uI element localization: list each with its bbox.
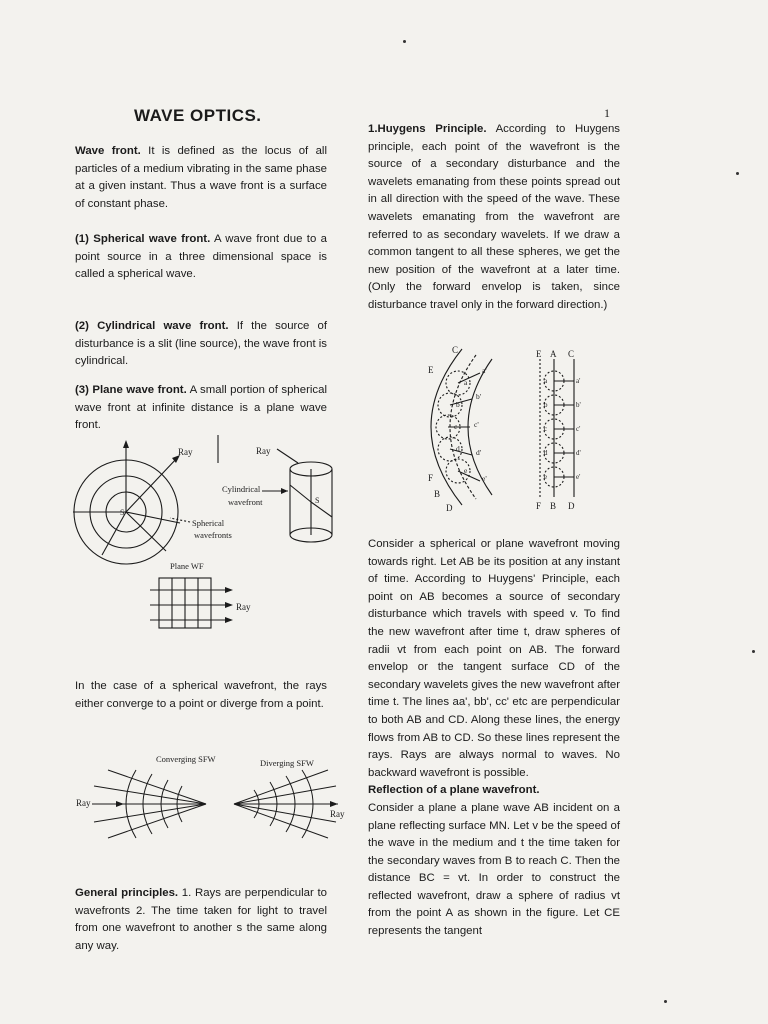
label-B: B (434, 489, 441, 499)
diverging-ray (234, 804, 336, 822)
label-e: e (464, 466, 468, 475)
label-plane-wf: Plane WF (170, 561, 204, 571)
ray-line (458, 471, 480, 481)
ray-arrow (290, 485, 311, 502)
term-wave-front: Wave front. (75, 145, 141, 157)
para-general (75, 885, 327, 955)
term-reflection: Reflection of a plane wavefront. (368, 784, 540, 797)
converging-ray (94, 786, 206, 804)
label-a-prime: a' (482, 366, 487, 375)
label-right-c-prime: c' (576, 425, 581, 433)
ray-arrow (126, 512, 180, 523)
label-right-b: b (544, 401, 548, 409)
label-ray-left: Ray (178, 447, 193, 457)
converging-ray (94, 804, 206, 822)
arrowhead (225, 617, 233, 623)
diverging-ray (234, 786, 336, 804)
label-right-B: B (550, 501, 557, 511)
para-huygens (368, 121, 620, 315)
label-E: E (428, 365, 434, 375)
label-right-E: E (536, 349, 542, 359)
label-right-C: C (568, 349, 575, 359)
figure-huygens (418, 345, 608, 515)
scan-speck (403, 40, 406, 43)
converging-ray (108, 804, 206, 838)
para-plane (75, 382, 327, 435)
label-D: D (446, 503, 453, 513)
para-converge (75, 678, 327, 713)
label-right-a-prime: a' (576, 377, 581, 385)
text-consider: Consider a spherical or plane wavefront moving towards right. Let AB be its position at any instant of time. According to Huygens' Principle, each point on AB becomes a source of secondary disturbance which travels with speed v. To find the new wavefront after time t, draw spheres of radii vt from each point on AB. The forward envelop or the tangent surface CD of the secondary wavelets gives the new wavefront after time t. The lines aa', bb', cc' etc are perpendicular to both AB and CD. Along these lines, the energy flows from AB to CD. So these lines represent the rays. Rays are always normal to waves. No backward wavefront is possible. (368, 538, 620, 779)
term-general: General principles. (75, 887, 179, 899)
arrowhead (225, 602, 233, 608)
text-spherical: A wave front due to a point source in a three dimensional space is called a spherical wave. (75, 233, 327, 281)
text-reflection: Consider a plane a plane wave AB incident on a plane reflecting surface MN. Let v be the speed of the wave in the medium and t the time taken for the secondary waves from B to reach C. Then the distance BC = vt. In order to construct the reflected wavefront, draw a sphere of radius vt from the point A as shown in the figure. Let CE represents the tangent (368, 801, 620, 938)
diverging-ray (234, 804, 328, 838)
label-d-prime: d' (476, 448, 482, 457)
text-converge: In the case of a spherical wavefront, the rays either converge to a point or diverge from a point. (75, 680, 327, 710)
label-b: b (456, 400, 460, 409)
label-right-d: d (544, 449, 548, 457)
label-spherical-1: Spherical (192, 518, 225, 528)
arrowhead (281, 488, 288, 494)
label-C: C (452, 345, 459, 355)
term-plane: (3) Plane wave front. (75, 384, 187, 396)
converging-ray (108, 770, 206, 804)
scan-speck (736, 172, 739, 175)
arrowhead (123, 440, 129, 448)
label-right-F: F (536, 501, 542, 511)
text-plane: A small portion of spherical wave front at infinite distance is a plane wave front. (75, 384, 327, 432)
label-cylindrical-1: Cylindrical (222, 484, 261, 494)
label-c-prime: c' (474, 420, 479, 429)
figure-wavefront-types (70, 435, 350, 635)
scan-speck (752, 650, 755, 653)
wavefront-outer (468, 359, 492, 495)
label-d: d (456, 444, 460, 453)
para-wave-front (75, 143, 327, 213)
arrowhead (225, 587, 233, 593)
label-plane-ray: Ray (236, 602, 251, 612)
label-right-A: A (550, 349, 557, 359)
label-converging: Converging SFW (156, 754, 216, 764)
label-right-a: a (544, 377, 548, 385)
text-wave-front: It is defined as the locus of all particles of a medium vibrating in the same phase at a given instant. Thus a wave front is a surface of constant phase. (75, 145, 327, 210)
label-right-e: e (544, 473, 548, 481)
term-huygens: 1.Huygens Principle. (368, 123, 487, 135)
ray-arrow (102, 512, 126, 555)
para-cylindrical (75, 318, 327, 371)
label-c: c (454, 422, 458, 431)
diverging-ray (234, 770, 328, 804)
page-title: WAVE OPTICS. (134, 106, 262, 125)
para-consider (368, 536, 620, 941)
text-cylindrical: If the source of disturbance is a slit (line source), the wave front is cylindrical. (75, 320, 327, 368)
label-right-c: c (544, 425, 548, 433)
label-right-D: D (568, 501, 575, 511)
scan-speck (664, 1000, 667, 1003)
arrowhead (116, 801, 124, 807)
ray-line (458, 373, 480, 383)
label-ray-right: Ray (256, 446, 271, 456)
page-number: 1 (604, 106, 610, 120)
figure-converge-diverge (74, 752, 352, 852)
label-spherical-2: wavefronts (194, 530, 232, 540)
arrowhead (330, 801, 338, 807)
label-diverging: Diverging SFW (260, 758, 314, 768)
label-ray-left: Ray (76, 798, 91, 808)
label-F: F (428, 473, 434, 483)
label-source-left: S (120, 508, 125, 517)
label-b-prime: b' (476, 392, 482, 401)
label-a: a (464, 378, 468, 387)
para-spherical (75, 231, 327, 284)
ray-arrow (277, 449, 298, 463)
label-right-d-prime: d' (576, 449, 581, 457)
term-cylindrical: (2) Cylindrical wave front. (75, 320, 229, 332)
text-general: 1. Rays are perpendicular to wavefronts 2. The time taken for light to travel from one wavefront to another s the same along any way. (75, 887, 327, 952)
term-spherical: (1) Spherical wave front. (75, 233, 211, 245)
label-e-prime: e' (482, 474, 487, 483)
label-cylindrical-2: wavefront (228, 497, 263, 507)
label-ray-right: Ray (330, 809, 345, 819)
text-huygens: According to Huygens principle, each point of the wavefront is the source of a secondary disturbance and the wavelets emanating from these points spread out in all direction with the speed of the wave. These wavelets emanating from the wavefront are referred to as secondary wavelets. If we draw a common tangent to all these spheres, we get the new position of the wavefront at a later time. (Only the forward envelop is taken, since disturbance travel only in the forward direction.) (368, 123, 620, 311)
label-source-right: S (315, 496, 320, 505)
label-right-b-prime: b' (576, 401, 581, 409)
label-right-e-prime: e' (576, 473, 581, 481)
